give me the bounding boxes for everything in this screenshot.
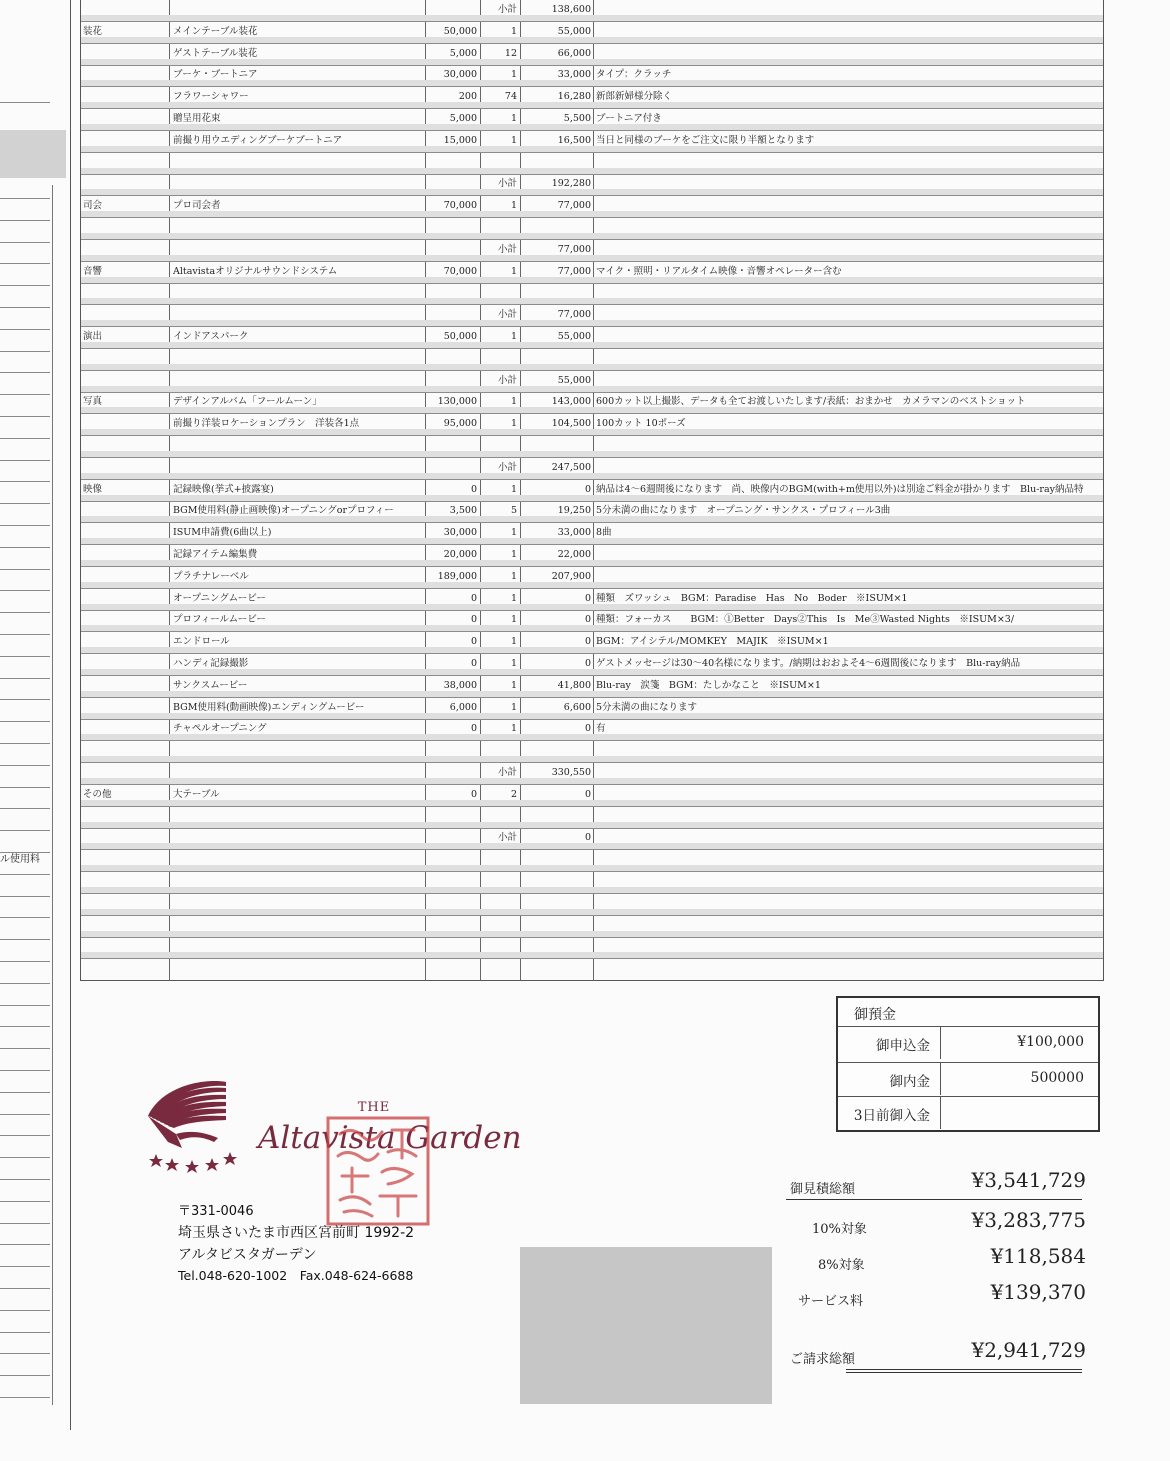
deposit-value: 500000 [1030,1070,1084,1086]
deposit-row [838,1096,1098,1129]
company-phone-fax: Tel.048-620-1002 Fax.048-624-6688 [178,1268,414,1283]
unit-price-cell: 189,000 [437,571,477,582]
quantity-cell: 小計 [497,4,517,15]
redacted-area [520,1247,772,1404]
item-name-cell: サンクスムービー [173,680,248,691]
billing-total-value: ¥2,941,729 [971,1338,1086,1362]
table-row [81,654,1103,676]
table-row [81,741,1103,763]
note-cell: 有 [596,723,606,734]
service-value: ¥139,370 [990,1280,1086,1304]
amount-cell: 138,600 [551,4,591,15]
note-cell: 種類 ズワッシュ BGM：Paradise Has No Boder ※ISUM×1 [596,593,908,604]
company-seal-stamp [322,1112,434,1230]
note-cell: BGM：アイシテル/MOMKEY MAJIK ※ISUM×1 [596,636,829,647]
item-name-cell: メインテーブル装花 [173,26,258,37]
unit-price-cell: 0 [470,614,477,625]
item-name-cell: デザインアルバム「フールムーン」 [173,396,322,407]
deposit-row [838,1062,1098,1095]
amount-cell: 0 [584,593,591,604]
tax8-label: 8%対象 [818,1258,865,1273]
amount-cell: 0 [584,636,591,647]
table-row [81,196,1103,218]
unit-price-cell: 130,000 [437,396,477,407]
unit-price-cell: 0 [470,484,477,495]
unit-price-cell: 15,000 [443,135,477,146]
quantity-cell: 1 [510,113,517,124]
item-name-cell: 記録アイテム編集費 [173,549,258,560]
table-row [81,632,1103,654]
item-name-cell: プラチナレーベル [173,571,249,582]
tax10-value: ¥3,283,775 [971,1208,1086,1232]
quantity-cell: 1 [510,702,517,713]
amount-cell: 5,500 [563,113,591,124]
amount-cell: 55,000 [557,26,591,37]
table-row [81,719,1103,741]
note-cell: 100カット 10ポーズ [596,418,686,429]
table-row [81,567,1103,589]
table-row [81,153,1103,175]
unit-price-cell: 0 [470,593,477,604]
item-name-cell: Altavistaオリジナルサウンドシステム [173,266,338,277]
amount-cell: 330,550 [551,767,591,778]
amount-cell: 0 [584,832,591,843]
quantity-cell: 1 [510,396,517,407]
note-cell: 600カット以上撮影、データも全てお渡しいたします/表紙：おまかせ カメラマンのベストショット [596,396,1026,407]
table-row [81,937,1103,959]
quantity-cell: 1 [510,527,517,538]
note-cell: Blu-ray 涙箋 BGM：たしかなこと ※ISUM×1 [596,680,821,691]
table-row [81,218,1103,240]
item-name-cell: BGM使用料(動画映像)エンディングムービー [173,702,365,713]
quantity-cell: 12 [504,48,517,59]
billing-total-label: ご請求総額 [790,1352,856,1367]
amount-cell: 33,000 [557,527,591,538]
amount-cell: 41,800 [557,680,591,691]
tax10-label: 10%対象 [812,1222,867,1237]
amount-cell: 66,000 [557,48,591,59]
amount-cell: 33,000 [557,69,591,80]
category-cell: 写真 [83,396,103,407]
table-row [81,545,1103,567]
quantity-cell: 1 [510,69,517,80]
item-name-cell: 贈呈用花束 [173,113,221,124]
category-cell: その他 [83,789,112,800]
item-name-cell: ISUM申請費(6曲以上) [173,527,272,538]
quantity-cell: 小計 [497,462,517,473]
note-cell: 当日と同様のブーケをご注文に限り半額となります [596,135,815,146]
amount-cell: 247,500 [551,462,591,473]
subtotal-row [81,828,1103,850]
quantity-cell: 1 [510,571,517,582]
amount-cell: 192,280 [551,178,591,189]
quantity-cell: 1 [510,723,517,734]
deposit-box [836,996,1100,1132]
amount-cell: 77,000 [557,244,591,255]
amount-cell: 6,600 [563,702,591,713]
amount-cell: 16,280 [557,91,591,102]
subtotal-row [81,305,1103,327]
quantity-cell: 小計 [497,244,517,255]
table-row [81,589,1103,611]
item-name-cell: プロ司会者 [173,200,221,211]
unit-price-cell: 6,000 [449,702,477,713]
billing-total [786,1338,1086,1368]
left-page-edge [0,0,68,1461]
amount-cell: 55,000 [557,331,591,342]
note-cell: 5分未満の曲になります [596,702,698,713]
deposit-label: 3日前御入金 [853,1108,930,1124]
table-row [81,22,1103,44]
note-cell: 新郎新婦様分除く [596,91,673,102]
amount-cell: 0 [584,789,591,800]
unit-price-cell: 30,000 [443,527,477,538]
quantity-cell: 小計 [497,832,517,843]
page-edge-line [70,0,71,1430]
quantity-cell: 小計 [497,767,517,778]
item-name-cell: インドアスパーク [173,331,249,342]
table-row [81,87,1103,109]
quantity-cell: 1 [510,593,517,604]
table-row [81,414,1103,436]
quantity-cell: 1 [510,658,517,669]
unit-price-cell: 20,000 [443,549,477,560]
amount-cell: 104,500 [551,418,591,429]
category-cell: 装花 [83,26,103,37]
amount-cell: 0 [584,484,591,495]
subtotal-row [81,174,1103,196]
table-row [81,676,1103,698]
unit-price-cell: 0 [470,636,477,647]
quantity-cell: 1 [510,549,517,560]
subtotal-row [81,371,1103,393]
postal-code: 〒331-0046 [178,1204,254,1219]
quantity-cell: 1 [510,26,517,37]
amount-cell: 77,000 [557,200,591,211]
quantity-cell: 1 [510,680,517,691]
deposit-title: 御預金 [854,1007,896,1023]
subtotal-row [81,458,1103,480]
table-row [81,872,1103,894]
deposit-label: 御内金 [889,1074,930,1090]
unit-price-cell: 5,000 [449,113,477,124]
table-row [81,610,1103,632]
left-page-partial-text: ル使用料 [0,854,40,865]
table-row [81,698,1103,720]
item-name-cell: BGM使用料(静止画映像)オープニングorプロフィー [173,505,394,516]
table-row [81,850,1103,872]
table-row [81,807,1103,829]
company-address: 埼玉県さいたま市西区宮前町 1992-2 [178,1225,415,1241]
deposit-value: ¥100,000 [1017,1034,1084,1050]
service-label: サービス料 [798,1294,864,1309]
amount-cell: 77,000 [557,309,591,320]
table-row [81,392,1103,414]
quantity-cell: 小計 [497,178,517,189]
table-row [81,785,1103,807]
quantity-cell: 74 [504,91,517,102]
unit-price-cell: 38,000 [443,680,477,691]
note-cell: 5分未満の曲になります オープニング・サンクス・プロフィール3曲 [596,505,891,516]
estimate-total-label: 御見積総額 [790,1182,856,1197]
unit-price-cell: 200 [458,91,477,102]
quantity-cell: 小計 [497,375,517,386]
unit-price-cell: 0 [470,658,477,669]
table-row [81,262,1103,284]
unit-price-cell: 95,000 [443,418,477,429]
table-row [81,109,1103,131]
amount-cell: 0 [584,723,591,734]
tax8-value: ¥118,584 [990,1244,1086,1268]
quantity-cell: 1 [510,418,517,429]
tax8-total [786,1244,1086,1274]
amount-cell: 77,000 [557,266,591,277]
item-name-cell: 前撮り洋装ロケーションプラン 洋装各1点 [173,418,360,429]
table-row [81,916,1103,938]
company-name: アルタビスタガーデン [178,1247,317,1263]
category-cell: 司会 [83,200,103,211]
amount-cell: 0 [584,614,591,625]
tax10-total [786,1208,1086,1238]
quantity-cell: 1 [510,484,517,495]
unit-price-cell: 0 [470,723,477,734]
table-row [81,44,1103,66]
item-name-cell: エンドロール [173,636,230,647]
table-row [81,480,1103,502]
item-name-cell: ブーケ・ブートニア [173,69,258,80]
item-name-cell: オープニングムービー [173,593,266,604]
unit-price-cell: 50,000 [443,331,477,342]
item-name-cell: 大テーブル [173,789,220,800]
quantity-cell: 1 [510,200,517,211]
table-row [81,501,1103,523]
unit-price-cell: 70,000 [443,266,477,277]
note-cell: 納品は4～6週間後になります 尚、映像内のBGM(with+m使用以外)は別途ご料金が掛かります Blu-ray納品特 [596,484,1084,495]
table-row [81,894,1103,916]
subtotal-row [81,240,1103,262]
note-cell: マイク・照明・リアルタイム映像・音響オペレーター含む [596,266,842,277]
subtotal-row [81,763,1103,785]
unit-price-cell: 70,000 [443,200,477,211]
quantity-cell: 1 [510,331,517,342]
amount-cell: 0 [584,658,591,669]
deposit-label: 御申込金 [876,1038,930,1054]
table-row [81,131,1103,153]
item-name-cell: 記録映像(挙式+披露宴) [173,484,274,495]
amount-cell: 55,000 [557,375,591,386]
note-cell: ブートニア付き [596,113,662,124]
service-total [786,1280,1086,1310]
table-row [81,327,1103,349]
note-cell: 8曲 [596,527,612,538]
amount-cell: 207,900 [551,571,591,582]
left-page-shaded-cell [0,130,66,178]
unit-price-cell: 3,500 [449,505,477,516]
estimate-total-value: ¥3,541,729 [971,1168,1086,1192]
amount-cell: 16,500 [557,135,591,146]
quantity-cell: 1 [510,614,517,625]
category-cell: 映像 [83,484,103,495]
quantity-cell: 1 [510,266,517,277]
table-row [81,65,1103,87]
logo-the: THE [357,1100,391,1115]
estimate-total [786,1168,1086,1198]
category-cell: 音響 [83,266,103,277]
note-cell: 種類：フォーカス BGM：①Better Days②This Is Me③Wasted Nights ※ISUM×3/ [596,614,1015,625]
category-cell: 演出 [83,331,103,342]
note-cell: タイプ：クラッチ [596,69,672,80]
table-row [81,436,1103,458]
item-name-cell: 前撮り用ウエディングブーケブートニア [173,135,343,146]
table-row [81,523,1103,545]
table-row [81,349,1103,371]
unit-price-cell: 5,000 [449,48,477,59]
item-name-cell: ゲストテーブル装花 [173,48,258,59]
quantity-cell: 1 [510,636,517,647]
amount-cell: 143,000 [551,396,591,407]
item-name-cell: ハンディ記録撮影 [173,658,249,669]
item-name-cell: フラワーシャワー [173,91,249,102]
note-cell: ゲストメッセージは30～40名様になります。/納期はおおよそ4～6週間後になります Blu-ray納品 [596,658,1021,669]
unit-price-cell: 50,000 [443,26,477,37]
quantity-cell: 5 [510,505,517,516]
subtotal-row [81,0,1103,22]
deposit-row [838,1026,1098,1059]
table-row [81,283,1103,305]
unit-price-cell: 0 [470,789,477,800]
estimate-table [80,0,1104,981]
item-name-cell: プロフィールムービー [173,614,266,625]
amount-cell: 22,000 [557,549,591,560]
amount-cell: 19,250 [557,505,591,516]
item-name-cell: チャペルオープニング [173,723,267,734]
quantity-cell: 1 [510,135,517,146]
logo-name: Altavista Garden [258,1120,522,1156]
unit-price-cell: 30,000 [443,69,477,80]
quantity-cell: 小計 [497,309,517,320]
quantity-cell: 2 [510,789,517,800]
